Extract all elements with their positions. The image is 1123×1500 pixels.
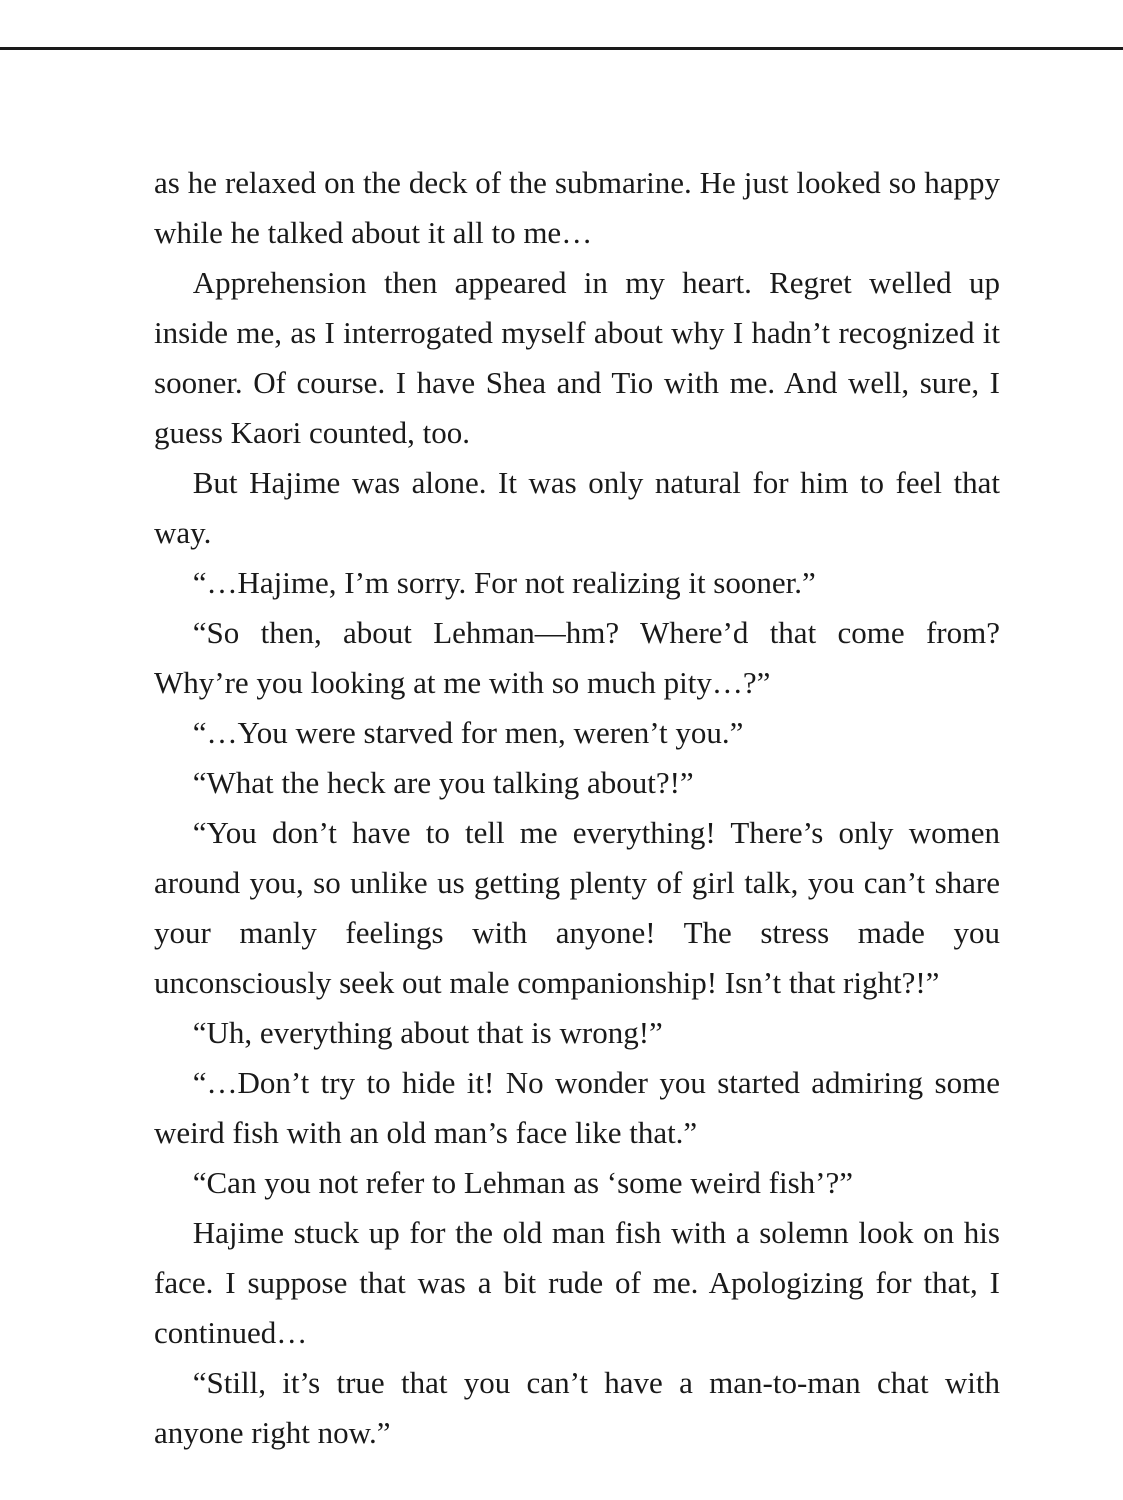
header-rule: [0, 47, 1123, 50]
paragraph: Apprehension then appeared in my heart. Regret welled up inside me, as I interrogated myself about why I hadn’t recognized it sooner. Of course. I have Shea and Tio with me. And well, sure, I guess Kaori counted, too.: [154, 265, 1000, 450]
paragraph: “Can you not refer to Lehman as ‘some weird fish’?”: [192, 1165, 853, 1200]
paragraph: Hajime stuck up for the old man fish with a solemn look on his face. I suppose that was a bit rude of me. Apologizing for that, I continued…: [154, 1215, 1000, 1350]
paragraph: But Hajime was alone. It was only natural for him to feel that way.: [154, 465, 1000, 550]
paragraph: “…Don’t try to hide it! No wonder you started admiring some weird fish with an old man’s face like that.”: [154, 1065, 1000, 1150]
paragraph: “You don’t have to tell me everything! There’s only women around you, so unlike us getting plenty of girl talk, you can’t share your manly feelings with anyone! The stress made you unconsciously seek out male companionship! Isn’t that right?!”: [154, 815, 1000, 1000]
paragraph: “Still, it’s true that you can’t have a man-to-man chat with anyone right now.”: [154, 1365, 1000, 1450]
paragraph: “Uh, everything about that is wrong!”: [192, 1015, 663, 1050]
paragraph: “So then, about Lehman—hm? Where’d that come from? Why’re you looking at me with so much pity…?”: [154, 615, 1000, 700]
paragraph: “…You were starved for men, weren’t you.”: [192, 715, 744, 750]
paragraph: “…Hajime, I’m sorry. For not realizing it sooner.”: [192, 565, 816, 600]
page-body: [154, 158, 1000, 1458]
paragraph: “What the heck are you talking about?!”: [192, 765, 694, 800]
paragraph: as he relaxed on the deck of the submarine. He just looked so happy while he talked about it all to me…: [154, 165, 1000, 250]
